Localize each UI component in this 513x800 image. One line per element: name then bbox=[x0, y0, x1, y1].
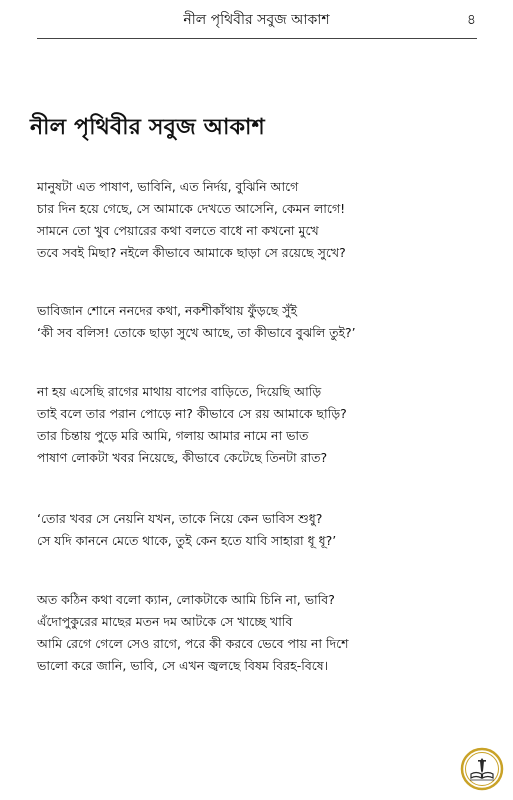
stanza-4 bbox=[37, 508, 477, 552]
stanza-1 bbox=[37, 176, 477, 264]
stanza-2 bbox=[37, 300, 477, 344]
poem-line: তবে সবই মিছা? নইলে কীভাবে আমাকে ছাড়া সে রয়েছে সুখে? bbox=[37, 245, 346, 260]
poem-line: তার চিন্তায় পুড়ে মরি আমি, গলায় আমার নামে না ভাত bbox=[37, 428, 309, 443]
poem-line: অত কঠিন কথা বলো ক্যান, লোকটাকে আমি চিনি না, ভাবি? bbox=[37, 592, 335, 607]
poem-line: ‘তোর খবর সে নেয়নি যখন, তাকে নিয়ে কেন ভাবিস শুধু? bbox=[37, 511, 323, 526]
poem-line: ‘কী সব বলিস! তোকে ছাড়া সুখে আছে, তা কীভাবে বুঝলি তুই?’ bbox=[37, 325, 356, 340]
poem-line: মানুষটা এত পাষাণ, ভাবিনি, এত নির্দয়, বুঝিনি আগে bbox=[37, 179, 299, 194]
stanza-3 bbox=[37, 381, 477, 469]
running-header: নীল পৃথিবীর সবুজ আকাশ bbox=[183, 12, 330, 28]
poem-line: আমি রেগে গেলে সেও রাগে, পরে কী করবে ভেবে পায় না দিশে bbox=[37, 636, 349, 651]
stanza-5 bbox=[37, 589, 477, 677]
poem-line: ভাবিজান শোনে ননদের কথা, নকশীকাঁথায় ফুঁড়ছে সুঁই bbox=[37, 303, 298, 318]
poem-line: এঁদোপুকুরের মাছের মতন দম আটকে সে খাচ্ছে খাবি bbox=[37, 614, 293, 629]
open-book-pen-icon bbox=[462, 749, 502, 789]
poem-line: পাষাণ লোকটা খবর নিয়েছে, কীভাবে কেটেছে তিনটা রাত? bbox=[37, 450, 328, 465]
page-number: ৪ bbox=[466, 12, 476, 28]
poem-line: ভালো করে জানি, ভাবি, সে এখন জ্বলছে বিষম বিরহ-বিষে। bbox=[37, 658, 329, 673]
header-divider bbox=[37, 38, 477, 39]
publisher-logo bbox=[460, 747, 504, 791]
poem-line: সামনে তো খুব পেয়ারের কথা বলতে বাধে না কখনো মুখে bbox=[37, 223, 319, 238]
poem-line: চার দিন হয়ে গেছে, সে আমাকে দেখতে আসেনি, কেমন লাগে! bbox=[37, 201, 346, 216]
poem-line: সে যদি কাননে মেতে থাকে, তুই কেন হতে যাবি সাহারা ধূ ধূ?’ bbox=[37, 533, 337, 548]
poem-line: তাই বলে তার পরান পোড়ে না? কীভাবে সে রয় আমাকে ছাড়ি? bbox=[37, 406, 347, 421]
poem-line: না হয় এসেছি রাগের মাথায় বাপের বাড়িতে, দিয়েছি আড়ি bbox=[37, 384, 322, 399]
poem-title: নীল পৃথিবীর সবুজ আকাশ bbox=[30, 115, 265, 140]
